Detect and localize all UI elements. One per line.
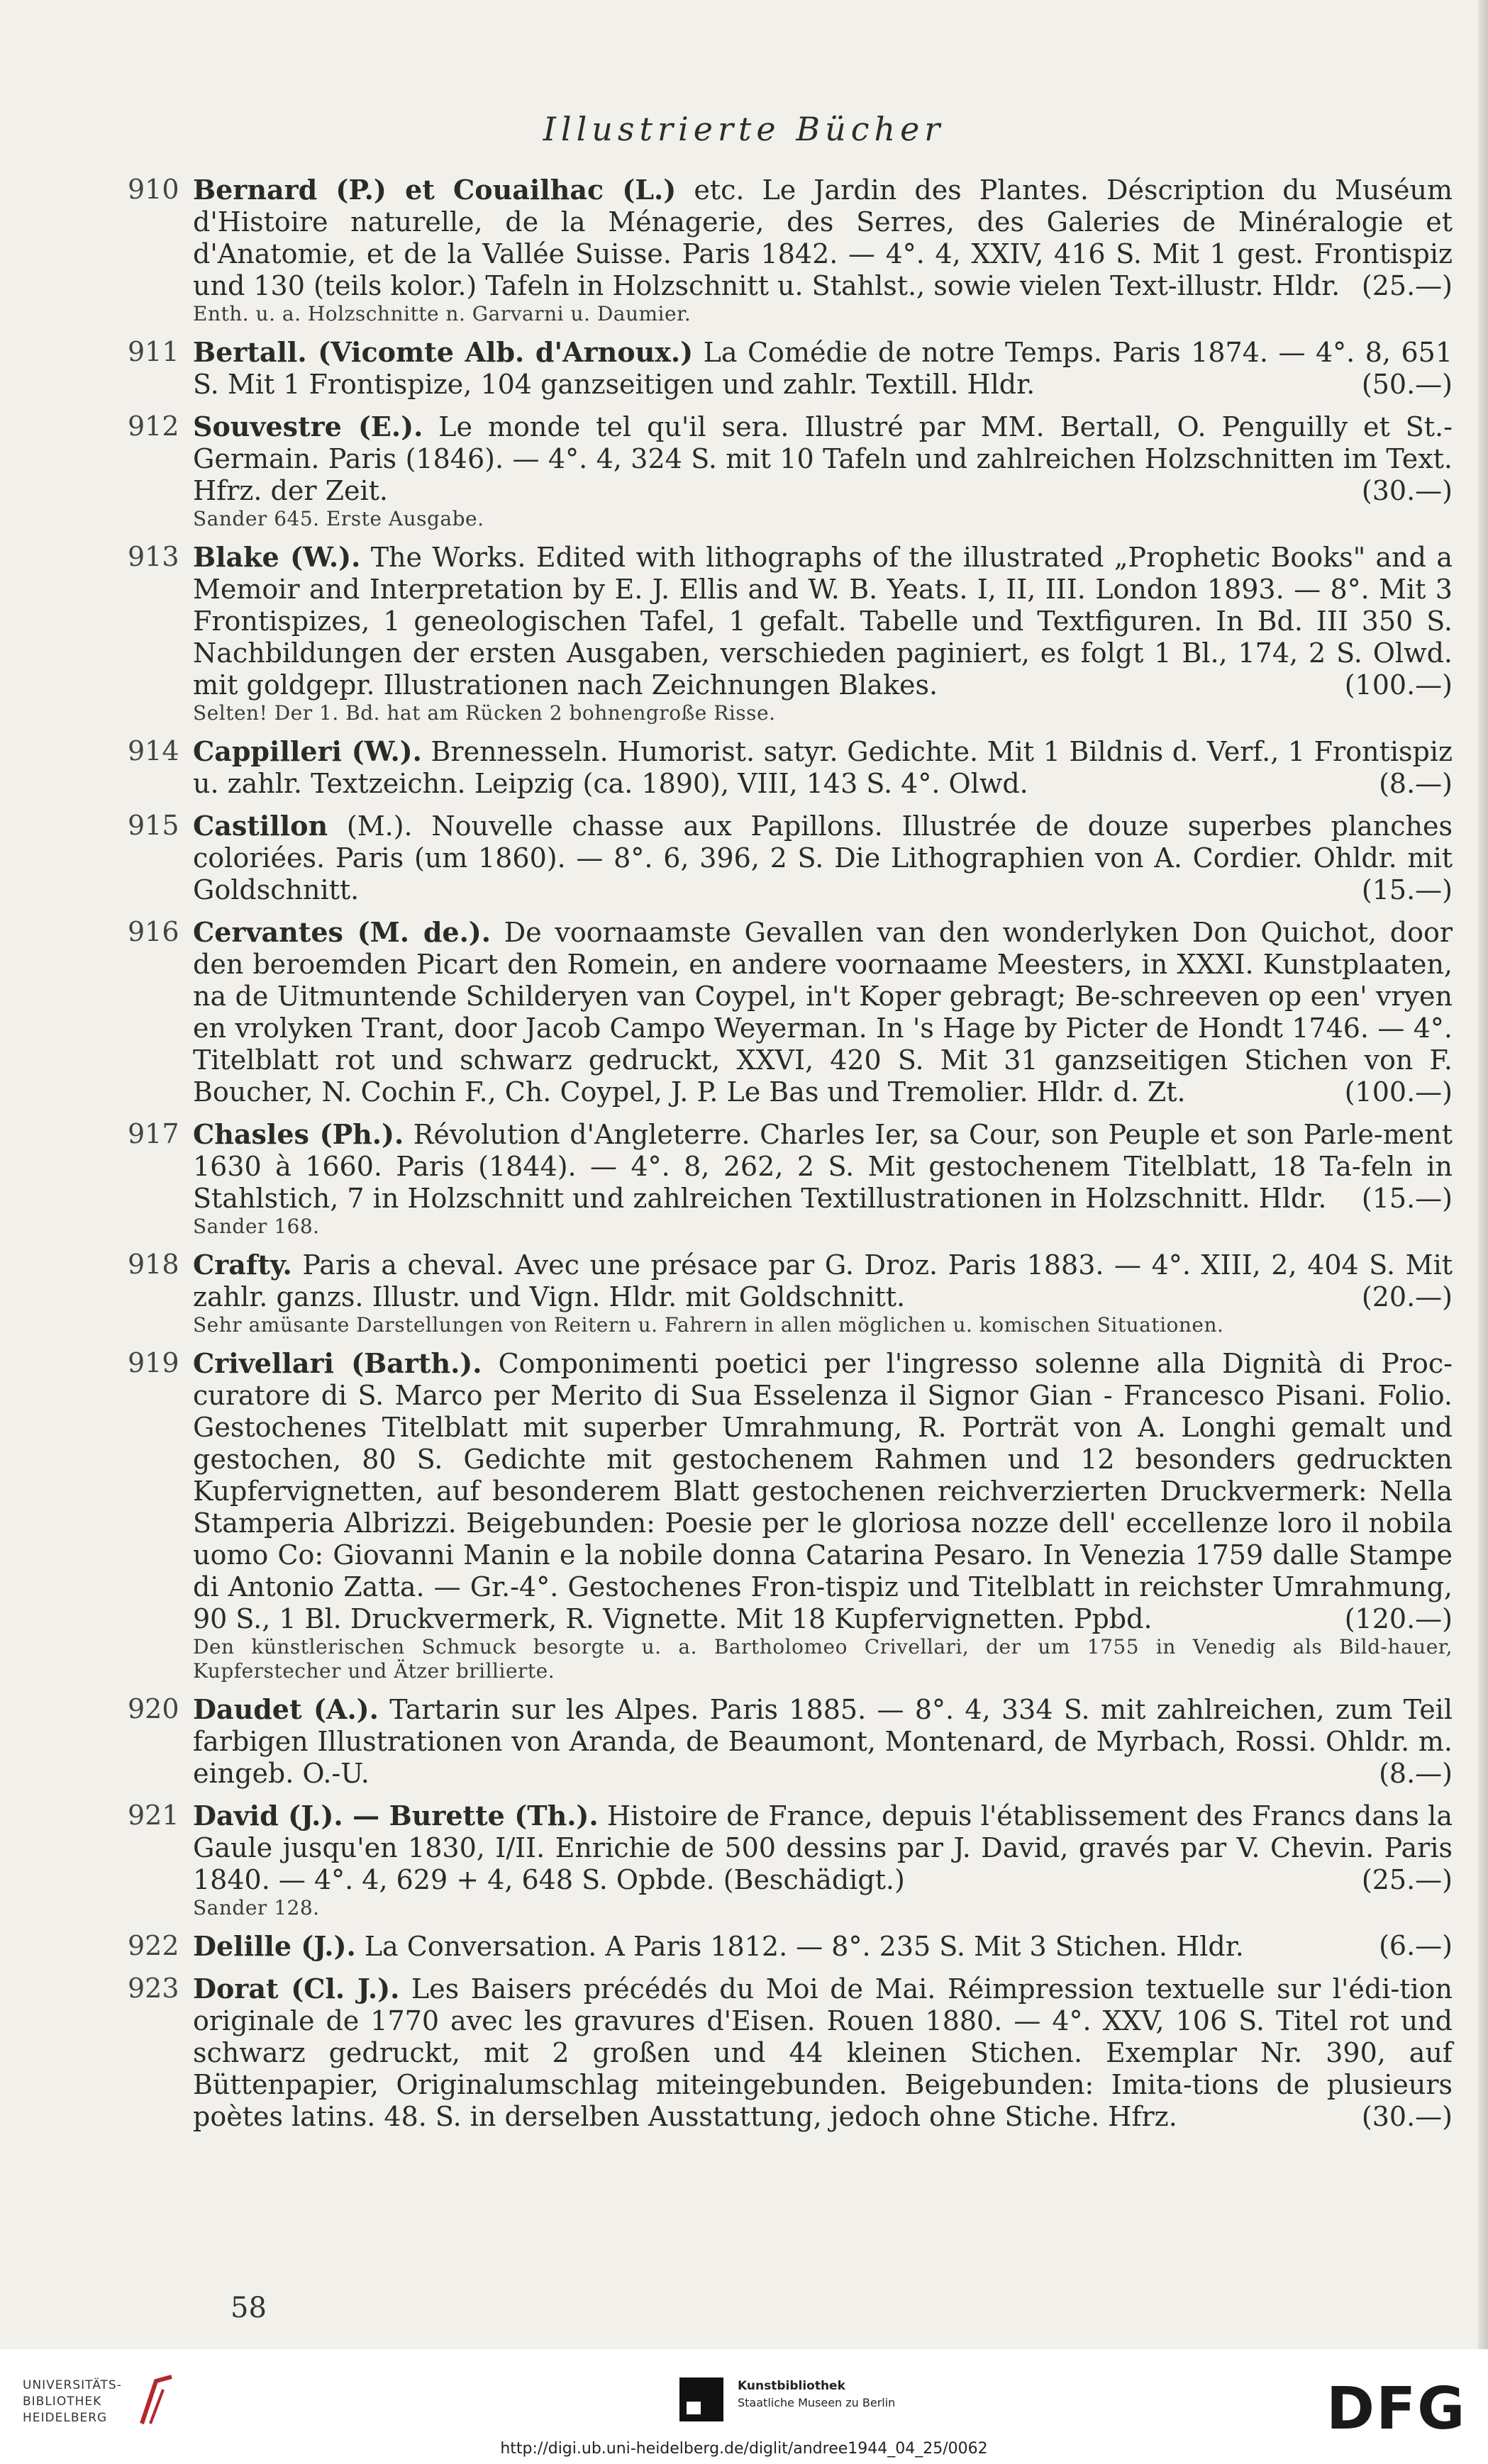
entry-body — [193, 735, 1453, 800]
entry-number: 923 — [128, 1973, 179, 2004]
entry-price: (100.—) — [1344, 669, 1453, 701]
entry-description: De voornaamste Gevallen van den wonderlyken Don Quichot, door den beroemden Picart den Romein, en andere voornaame Meesters, in XXXI. Kunstplaaten, na de Uitmuntende Schilderyen van Coypel, in't Koper gebragt; Be-schreeven op een' vryen en vrolyken Trant, door Jacob Campo Weyerman. In 's Hage by Picter de Hondt 1746. — 4°. Titelblatt rot und schwarz gedruckt, XXVI, 420 S. Mit 31 ganzseitigen Stichen von F. Boucher, N. Cochin F., Ch. Coypel, J. P. Le Bas und Tremolier. Hldr. d. Zt. — [193, 917, 1453, 1108]
entry-number: 911 — [128, 336, 179, 367]
entry-price: (8.—) — [1379, 1758, 1453, 1789]
entry-number: 913 — [128, 541, 179, 572]
catalog-entry — [128, 411, 1453, 531]
entry-price: (30.—) — [1361, 2101, 1453, 2132]
entry-description: (M.). Nouvelle chasse aux Papillons. Illustrée de douze superbes planches coloriées. Paris (um 1860). — 8°. 6, 396, 2 S. Die Lithographien von A. Cordier. Ohldr. mit Goldschnitt. — [193, 810, 1453, 905]
university-library-label[interactable] — [23, 2377, 122, 2426]
entry-price: (25.—) — [1361, 270, 1453, 301]
entry-author: Cervantes (M. de.). — [193, 916, 492, 948]
catalog-entry — [128, 1347, 1453, 1683]
entry-number: 915 — [128, 810, 179, 841]
catalog-entries — [128, 174, 1453, 2143]
entry-author: David (J.). — Burette (Th.). — [193, 1800, 599, 1832]
catalog-entry — [128, 336, 1453, 401]
entry-number: 921 — [128, 1800, 179, 1831]
entry-author: Crafty. — [193, 1249, 292, 1281]
entry-note: Selten! Der 1. Bd. hat am Rücken 2 bohnengroße Risse. — [193, 701, 776, 725]
entry-author: Chasles (Ph.). — [193, 1118, 404, 1150]
kunstbibliothek-subtitle: Staatliche Museen zu Berlin — [738, 2396, 896, 2409]
entry-note: Sander 128. — [193, 1896, 320, 1919]
entry-body — [193, 1347, 1453, 1683]
entry-author: Bertall. (Vicomte Alb. d'Arnoux.) — [193, 336, 694, 368]
entry-note: Enth. u. a. Holzschnitte n. Garvarni u. Daumier. — [193, 302, 692, 325]
entry-description: Les Baisers précédés du Moi de Mai. Réimpression textuelle sur l'édi-tion originale de 1770 avec les gravures d'Eisen. Rouen 1880. — 4°. XXV, 106 S. Titel rot und schwarz gedruckt, mit 2 großen und 44 kleinen Stichen. Exemplar Nr. 390, auf Büttenpapier, Originalumschlag miteingebunden. Beigebunden: Imita-tions de plusieurs poètes latins. 48. S. in derselben Ausstattung, jedoch ohne Stiche. Hfrz. — [193, 1973, 1453, 2132]
entry-description: Révolution d'Angleterre. Charles Ier, sa Cour, son Peuple et son Parle-ment 1630 à 1660. Paris (1844). — 4°. 8, 262, 2 S. Mit gestochenem Titelblatt, 18 Ta-feln in Stahlstich, 7 in Holzschnitt und zahlreichen Textillustrationen in Holzschnitt. Hldr. — [193, 1119, 1453, 1214]
entry-note: Den künstlerischen Schmuck besorgte u. a. Bartholomeo Crivellari, der um 1755 in Venedig als Bild-hauer, Kupferstecher und Ätzer brillierte. — [193, 1635, 1453, 1683]
entry-note: Sehr amüsante Darstellungen von Reitern u. Fahrern in allen möglichen u. komischen Situationen. — [193, 1313, 1224, 1337]
entry-number: 922 — [128, 1930, 179, 1961]
entry-number: 912 — [128, 411, 179, 442]
page-edge-shadow — [1478, 0, 1488, 2349]
entry-price: (120.—) — [1344, 1603, 1453, 1634]
running-header: Illustrierte Bücher — [543, 110, 945, 148]
university-line-3: HEIDELBERG — [23, 2411, 108, 2425]
entry-description: The Works. Edited with lithographs of the illustrated „Prophetic Books" and a Memoir and Interpretation by E. J. Ellis and W. B. Yeats. I, II, III. London 1893. — 8°. Mit 3 Frontispizes, 1 geneologischen Tafel, 1 gefalt. Tabelle und Textfiguren. In Bd. III 350 S. Nachbildungen der ersten Ausgaben, verschieden paginiert, es folgt 1 Bl., 174, 2 S. Olwd. mit goldgepr. Illustrationen nach Zeichnungen Blakes. — [193, 542, 1453, 701]
kunstbibliothek-label[interactable] — [738, 2377, 895, 2412]
entry-description: Tartarin sur les Alpes. Paris 1885. — 8°. 4, 334 S. mit zahlreichen, zum Teil farbigen Illustrationen von Aranda, de Beaumont, Montenard, de Myrbach, Rossi. Ohldr. m. eingeb. O.-U. — [193, 1694, 1453, 1789]
entry-author: Bernard (P.) et Couailhac (L.) — [193, 174, 677, 206]
entry-description: La Conversation. A Paris 1812. — 8°. 235 S. Mit 3 Stichen. Hldr. — [355, 1931, 1244, 1962]
entry-author: Daudet (A.). — [193, 1693, 379, 1725]
entry-author: Souvestre (E.). — [193, 411, 423, 442]
entry-note: Sander 645. Erste Ausgabe. — [193, 507, 484, 530]
viewer-footer — [0, 2349, 1488, 2464]
catalog-entry — [128, 735, 1453, 800]
entry-number: 917 — [128, 1118, 179, 1149]
entry-body — [193, 1973, 1453, 2133]
entry-description: etc. Le Jardin des Plantes. Déscription du Muséum d'Histoire naturelle, de la Ménagerie, des Serres, des Galeries de Minéralogie et d'Anatomie, et de la Vallée Suisse. Paris 1842. — 4°. 4, XXIV, 416 S. Mit 1 gest. Frontispiz und 130 (teils kolor.) Tafeln in Holzschnitt u. Stahlst., sowie vielen Text-illustr. Hldr. — [193, 174, 1453, 301]
entry-author: Dorat (Cl. J.). — [193, 1973, 400, 2005]
kunstbibliothek-title: Kunstbibliothek — [738, 2379, 845, 2393]
university-line-1: UNIVERSITÄTS- — [23, 2378, 122, 2392]
entry-number: 920 — [128, 1693, 179, 1724]
entry-price: (15.—) — [1361, 1183, 1453, 1214]
entry-price: (8.—) — [1379, 768, 1453, 799]
entry-price: (30.—) — [1361, 475, 1453, 506]
catalog-entry — [128, 541, 1453, 725]
entry-price: (25.—) — [1361, 1864, 1453, 1895]
catalog-entry — [128, 1118, 1453, 1239]
catalog-entry — [128, 174, 1453, 326]
entry-body — [193, 1800, 1453, 1920]
entry-price: (50.—) — [1361, 369, 1453, 400]
entry-author: Castillon — [193, 810, 328, 842]
entry-number: 919 — [128, 1347, 179, 1378]
entry-body — [193, 174, 1453, 326]
entry-body — [193, 1930, 1453, 1963]
entry-body — [193, 411, 1453, 531]
entry-description: Paris a cheval. Avec une présace par G. Droz. Paris 1883. — 4°. XIII, 2, 404 S. Mit zahlr. ganzs. Illustr. und Vign. Hldr. mit Goldschnitt. — [193, 1249, 1453, 1312]
catalog-entry — [128, 1930, 1453, 1963]
entry-author: Cappilleri (W.). — [193, 735, 422, 767]
catalog-entry — [128, 1973, 1453, 2133]
entry-number: 916 — [128, 916, 179, 947]
entry-number: 914 — [128, 735, 179, 766]
entry-body — [193, 336, 1453, 401]
dfg-logo[interactable]: DFG — [1326, 2375, 1467, 2443]
entry-description: Brennesseln. Humorist. satyr. Gedichte. Mit 1 Bildnis d. Verf., 1 Frontispiz u. zahlr. Textzeichn. Leipzig (ca. 1890), VIII, 143 S. 4°. Olwd. — [193, 736, 1453, 799]
entry-price: (6.—) — [1379, 1930, 1453, 1961]
page-number: 58 — [231, 2292, 267, 2324]
catalog-entry — [128, 1800, 1453, 1920]
entry-body — [193, 916, 1453, 1108]
entry-body — [193, 1693, 1453, 1790]
catalog-entry — [128, 1249, 1453, 1337]
entry-body — [193, 541, 1453, 725]
entry-price: (20.—) — [1361, 1281, 1453, 1312]
entry-author: Crivellari (Barth.). — [193, 1347, 482, 1379]
catalog-entry — [128, 916, 1453, 1108]
entry-description: Le monde tel qu'il sera. Illustré par MM. Bertall, O. Penguilly et St.-Germain. Paris (1846). — 4°. 4, 324 S. mit 10 Tafeln und zahlreichen Holzschnitten im Text. Hfrz. der Zeit. — [193, 411, 1453, 506]
entry-description: Histoire de France, depuis l'établissement des Francs dans la Gaule jusqu'en 1830, I/II. Enrichie de 500 dessins par J. David, gravés par V. Chevin. Paris 1840. — 4°. 4, 629 + 4, 648 S. Opbde. (Beschädigt.) — [193, 1800, 1453, 1895]
catalog-entry — [128, 1693, 1453, 1790]
entry-body — [193, 810, 1453, 906]
university-logo-icon — [135, 2374, 177, 2431]
entry-body — [193, 1118, 1453, 1239]
catalog-entry — [128, 810, 1453, 906]
entry-body — [193, 1249, 1453, 1337]
entry-price: (15.—) — [1361, 874, 1453, 905]
entry-price: (100.—) — [1344, 1076, 1453, 1108]
entry-author: Delille (J.). — [193, 1930, 356, 1962]
source-url[interactable]: http://digi.ub.uni-heidelberg.de/diglit/andree1944_04_25/0062 — [500, 2440, 988, 2458]
university-line-2: BIBLIOTHEK — [23, 2395, 102, 2409]
entry-number: 910 — [128, 174, 179, 205]
entry-description: Componimenti poetici per l'ingresso solenne alla Dignità di Proc-curatore di S. Marco per Merito di Sua Esselenza il Signor Gian - Francesco Pisani. Folio. Gestochenes Titelblatt mit superber Umrahmung, R. Porträt von A. Longhi gemalt und gestochen, 80 S. Gedichte mit gestochenem Rahmen und 12 besonders gedruckten Kupfervignetten, auf besonderem Blatt gestochenen reichverzierten Druckvermerk: Nella Stamperia Albrizzi. Beigebunden: Poesie per le gloriosa nozze dell' eccellenze loro il nobila uomo Co: Giovanni Manin e la nobile donna Catarina Pesaro. In Venezia 1759 dalle Stampe di Antonio Zatta. — Gr.-4°. Gestochenes Fron-tispiz und Titelblatt in reichster Umrahmung, 90 S., 1 Bl. Druckvermerk, R. Vignette. Mit 18 Kupfervignetten. Ppbd. — [193, 1348, 1453, 1634]
entry-author: Blake (W.). — [193, 541, 361, 573]
entry-number: 918 — [128, 1249, 179, 1280]
entry-note: Sander 168. — [193, 1215, 320, 1238]
kunstbibliothek-logo-icon — [679, 2377, 723, 2421]
entry-description: La Comédie de notre Temps. Paris 1874. — 4°. 8, 651 S. Mit 1 Frontispize, 104 ganzseitigen und zahlr. Textill. Hldr. — [193, 337, 1453, 400]
